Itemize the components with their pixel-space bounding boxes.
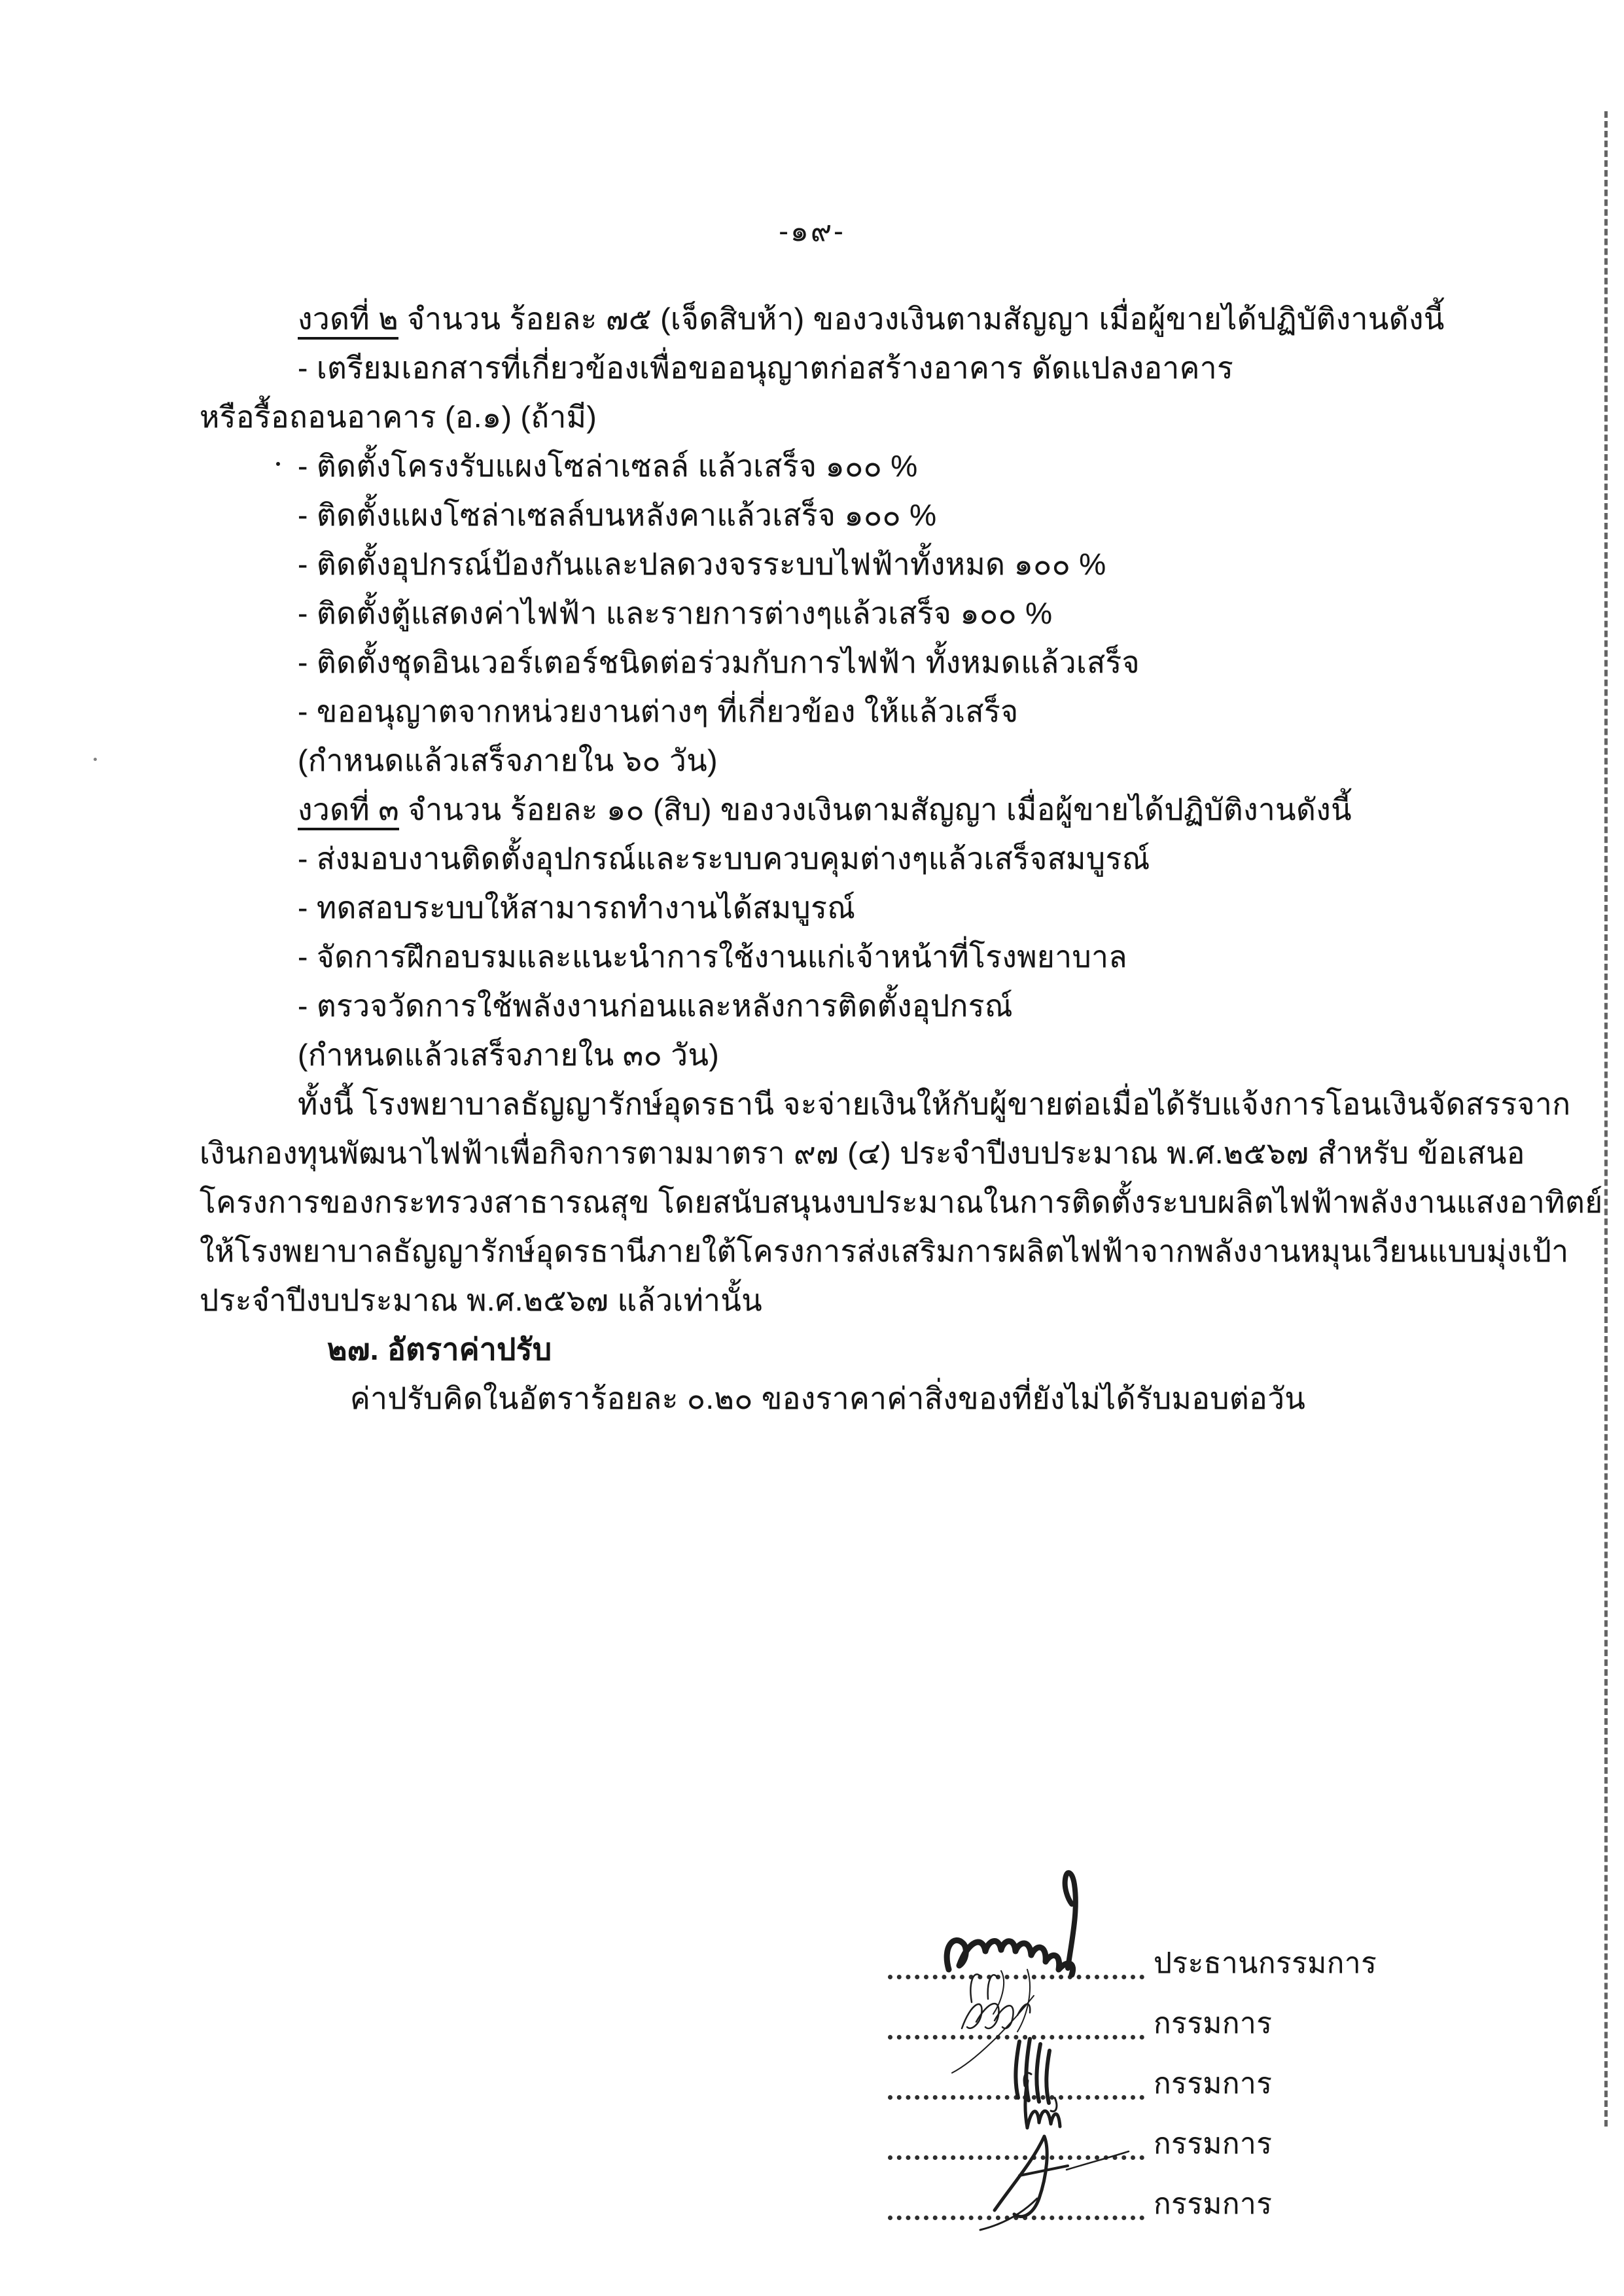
signature-dotted-line [888,1975,1144,1979]
underlined-heading: งวดที่ ๒ [298,302,398,340]
signature-row-member [888,2121,1398,2160]
signature-role-label: ประธานกรรมการ [1154,1947,1377,1979]
text-line: ประจำปีงบประมาณ พ.ศ.๒๕๖๗ แล้วเท่านั้น [200,1283,763,1317]
signature-role-label: กรรมการ [1154,2187,1273,2220]
text-line: - ติดตั้งอุปกรณ์ป้องกันและปลดวงจรระบบไฟฟ้าทั้งหมด ๑๐๐ % [298,547,1106,581]
text-line: (กำหนดแล้วเสร็จภายใน ๖๐ วัน) [298,743,718,777]
page-number: -๑๙- [779,215,845,247]
text-line: ค่าปรับคิดในอัตราร้อยละ ๐.๒๐ ของราคาค่าสิ่งของที่ยังไม่ได้รับมอบต่อวัน [350,1381,1306,1415]
text-line: - ขออนุญาตจากหน่วยงานต่างๆ ที่เกี่ยวข้อง ให้แล้วเสร็จ [298,694,1019,728]
signature-role-label: กรรมการ [1154,2127,1273,2160]
text-line: - เตรียมเอกสารที่เกี่ยวข้องเพื่อขออนุญาตก่อสร้างอาคาร ดัดแปลงอาคาร [298,351,1234,385]
text-line: - ตรวจวัดการใช้พลังงานก่อนและหลังการติดตั้งอุปกรณ์ [298,989,1013,1023]
signature-role-label: กรรมการ [1154,2067,1273,2100]
signature-role-label: กรรมการ [1154,2007,1273,2040]
text-line: - จัดการฝึกอบรมและแนะนำการใช้งานแก่เจ้าหน้าที่โรงพยาบาล [298,940,1127,974]
signature-row-chairman [888,1940,1398,1979]
signature-dotted-line [888,2216,1144,2220]
text-line: งวดที่ ๒ จำนวน ร้อยละ ๗๕ (เจ็ดสิบห้า) ของวงเงินตามสัญญา เมื่อผู้ขายได้ปฏิบัติงานดังนี้ [298,294,1445,344]
section-heading: ๒๗. อัตราค่าปรับ [327,1332,552,1366]
text-line: หรือรื้อถอนอาคาร (อ.๑) (ถ้ามี) [200,400,597,434]
scan-edge-artifact [1604,111,1608,2127]
signature-row-member [888,2060,1398,2100]
text-line: - ติดตั้งโครงรับแผงโซล่าเซลล์ แล้วเสร็จ ๑๐๐ % [298,449,918,483]
text-line: - ติดตั้งตู้แสดงค่าไฟฟ้า และรายการต่างๆแล้วเสร็จ ๑๐๐ % [298,596,1053,630]
text-line: เงินกองทุนพัฒนาไฟฟ้าเพื่อกิจการตามมาตรา ๙๗ (๔) ประจำปีงบประมาณ พ.ศ.๒๕๖๗ สำหรับ ข้อเสนอ [200,1136,1525,1170]
scan-speck [276,462,280,466]
text-line: โครงการของกระทรวงสาธารณสุข โดยสนับสนุนงบประมาณในการติดตั้งระบบผลิตไฟฟ้าพลังงานแสงอาทิตย์ [200,1185,1603,1219]
signature-dotted-line [888,2155,1144,2160]
text-line: ให้โรงพยาบาลธัญญารักษ์อุดรธานีภายใต้โครงการส่งเสริมการผลิตไฟฟ้าจากพลังงานหมุนเวียนแบบมุ่งเป้า [200,1234,1569,1268]
text-line: งวดที่ ๓ จำนวน ร้อยละ ๑๐ (สิบ) ของวงเงินตามสัญญา เมื่อผู้ขายได้ปฏิบัติงานดังนี้ [298,785,1352,834]
text-line: - ทดสอบระบบให้สามารถทำงานได้สมบูรณ์ [298,891,856,925]
text-line: - ติดตั้งแผงโซล่าเซลล์บนหลังคาแล้วเสร็จ ๑๐๐ % [298,498,937,532]
text-line: - ส่งมอบงานติดตั้งอุปกรณ์และระบบควบคุมต่างๆแล้วเสร็จสมบูรณ์ [298,841,1150,875]
signature-dotted-line [888,2095,1144,2100]
text-line: (กำหนดแล้วเสร็จภายใน ๓๐ วัน) [298,1038,720,1072]
signature-row-member [888,2181,1398,2220]
signature-row-member [888,2000,1398,2040]
text-line: ทั้งนี้ โรงพยาบาลธัญญารักษ์อุดรธานี จะจ่ายเงินให้กับผู้ขายต่อเมื่อได้รับแจ้งการโอนเงินจัดสรรจาก [298,1087,1571,1121]
underlined-heading: งวดที่ ๓ [298,792,399,830]
scan-speck [94,758,97,761]
signature-dotted-line [888,2035,1144,2040]
text-line: - ติดตั้งชุดอินเวอร์เตอร์ชนิดต่อร่วมกับการไฟฟ้า ทั้งหมดแล้วเสร็จ [298,645,1140,679]
